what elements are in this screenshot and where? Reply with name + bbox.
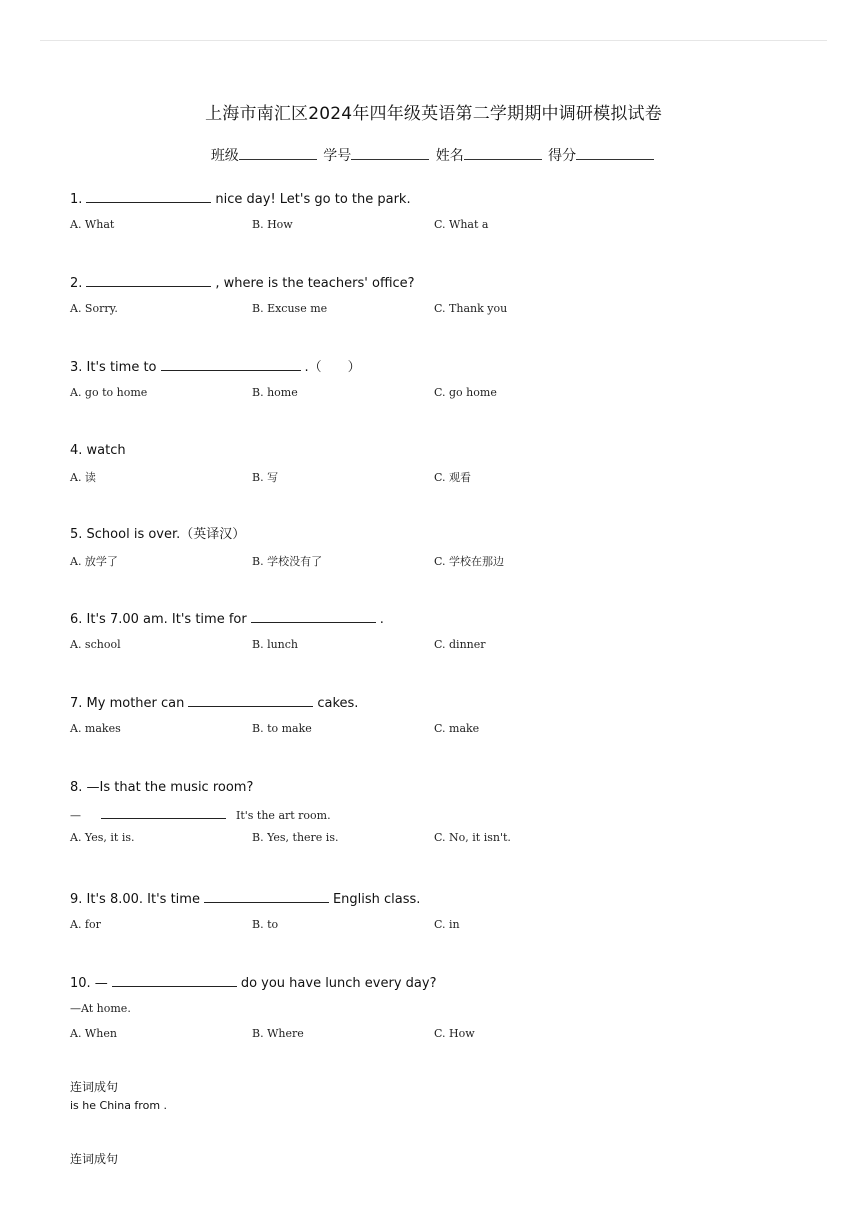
question-5-option-c[interactable]: C. 学校在那边 <box>434 555 505 568</box>
question-5 <box>70 526 830 569</box>
section-2-title: 连词成句 <box>70 1152 119 1166</box>
question-8-option-b[interactable]: B. Yes, there is. <box>252 831 339 844</box>
question-3-suffix: .（ ） <box>304 360 361 375</box>
question-6-option-b[interactable]: B. lunch <box>252 638 299 651</box>
question-9-option-c[interactable]: C. in <box>434 918 460 931</box>
field-name-blank[interactable] <box>464 145 542 160</box>
question-8-reply: It's the art room. <box>236 809 331 822</box>
question-7 <box>70 694 830 738</box>
question-1-option-c[interactable]: C. What a <box>434 218 489 231</box>
question-10-option-a[interactable]: A. When <box>70 1027 117 1040</box>
question-8 <box>70 779 830 847</box>
field-score-blank[interactable] <box>576 145 654 160</box>
question-4-option-c[interactable]: C. 观看 <box>434 471 472 484</box>
top-rule <box>40 40 827 41</box>
question-3 <box>70 358 830 402</box>
section-1-words: is he China from . <box>70 1099 168 1112</box>
field-class-label: 班级 <box>210 148 239 164</box>
question-9-prefix: 9. It's 8.00. It's time <box>70 892 200 907</box>
question-7-option-a[interactable]: A. makes <box>70 722 121 735</box>
question-6-blank[interactable] <box>251 610 376 623</box>
question-2-suffix: , where is the teachers' office? <box>215 276 415 291</box>
question-2-option-c[interactable]: C. Thank you <box>434 302 508 315</box>
question-3-option-b[interactable]: B. home <box>252 386 298 399</box>
field-id-blank[interactable] <box>351 145 429 160</box>
question-7-option-c[interactable]: C. make <box>434 722 480 735</box>
question-10-option-c[interactable]: C. How <box>434 1027 475 1040</box>
question-3-prefix: 3. It's time to <box>70 360 157 375</box>
question-1-blank[interactable] <box>86 190 211 203</box>
question-7-suffix: cakes. <box>317 696 359 711</box>
question-1-prefix: 1. <box>70 192 83 207</box>
question-2-prefix: 2. <box>70 276 83 291</box>
question-3-option-c[interactable]: C. go home <box>434 386 497 399</box>
question-3-option-a[interactable]: A. go to home <box>70 386 148 399</box>
question-9-option-b[interactable]: B. to <box>252 918 279 931</box>
question-10-option-b[interactable]: B. Where <box>252 1027 304 1040</box>
question-1-option-b[interactable]: B. How <box>252 218 293 231</box>
question-9-blank[interactable] <box>204 890 329 903</box>
question-8-text: 8. —Is that the music room? <box>70 780 254 795</box>
question-5-option-b[interactable]: B. 学校没有了 <box>252 555 323 568</box>
question-6-option-a[interactable]: A. school <box>70 638 121 651</box>
question-8-option-a[interactable]: A. Yes, it is. <box>70 831 135 844</box>
question-4-text: 4. watch <box>70 443 126 458</box>
field-class-blank[interactable] <box>239 145 317 160</box>
section-1-title: 连词成句 <box>70 1080 119 1094</box>
question-4 <box>70 442 830 485</box>
question-6-prefix: 6. It's 7.00 am. It's time for <box>70 612 247 627</box>
question-7-option-b[interactable]: B. to make <box>252 722 312 735</box>
question-6-suffix: . <box>379 612 384 627</box>
page-title: 上海市南汇区2024年四年级英语第二学期期中调研模拟试卷 <box>205 104 662 124</box>
question-2 <box>70 274 830 318</box>
question-6 <box>70 610 830 654</box>
question-1-suffix: nice day! Let's go to the park. <box>215 192 411 207</box>
question-1-option-a[interactable]: A. What <box>70 218 115 231</box>
question-10-prefix: 10. — <box>70 976 108 991</box>
question-3-blank[interactable] <box>161 358 301 371</box>
question-10-suffix: do you have lunch every day? <box>240 976 437 991</box>
question-2-option-a[interactable]: A. Sorry. <box>70 302 118 315</box>
question-8-blank[interactable] <box>101 806 226 819</box>
question-2-option-b[interactable]: B. Excuse me <box>252 302 328 315</box>
question-6-option-c[interactable]: C. dinner <box>434 638 486 651</box>
question-2-blank[interactable] <box>86 274 211 287</box>
question-10-blank[interactable] <box>112 974 237 987</box>
field-score-label: 得分 <box>548 148 577 164</box>
question-9 <box>70 890 830 934</box>
question-7-blank[interactable] <box>188 694 313 707</box>
question-5-option-a[interactable]: A. 放学了 <box>70 555 118 568</box>
question-5-text: 5. School is over.（英译汉） <box>70 527 246 542</box>
question-4-option-b[interactable]: B. 写 <box>252 471 279 484</box>
question-10 <box>70 974 830 1043</box>
question-9-option-a[interactable]: A. for <box>70 918 101 931</box>
question-7-prefix: 7. My mother can <box>70 696 185 711</box>
student-info-row <box>0 145 867 165</box>
question-8-option-c[interactable]: C. No, it isn't. <box>434 831 511 844</box>
question-8-dash: — <box>70 809 81 822</box>
field-id-label: 学号 <box>323 148 352 164</box>
question-1 <box>70 190 830 234</box>
question-10-reply: —At home. <box>70 1002 131 1015</box>
question-4-option-a[interactable]: A. 读 <box>70 471 96 484</box>
field-name-label: 姓名 <box>435 148 464 164</box>
question-9-suffix: English class. <box>332 892 421 907</box>
